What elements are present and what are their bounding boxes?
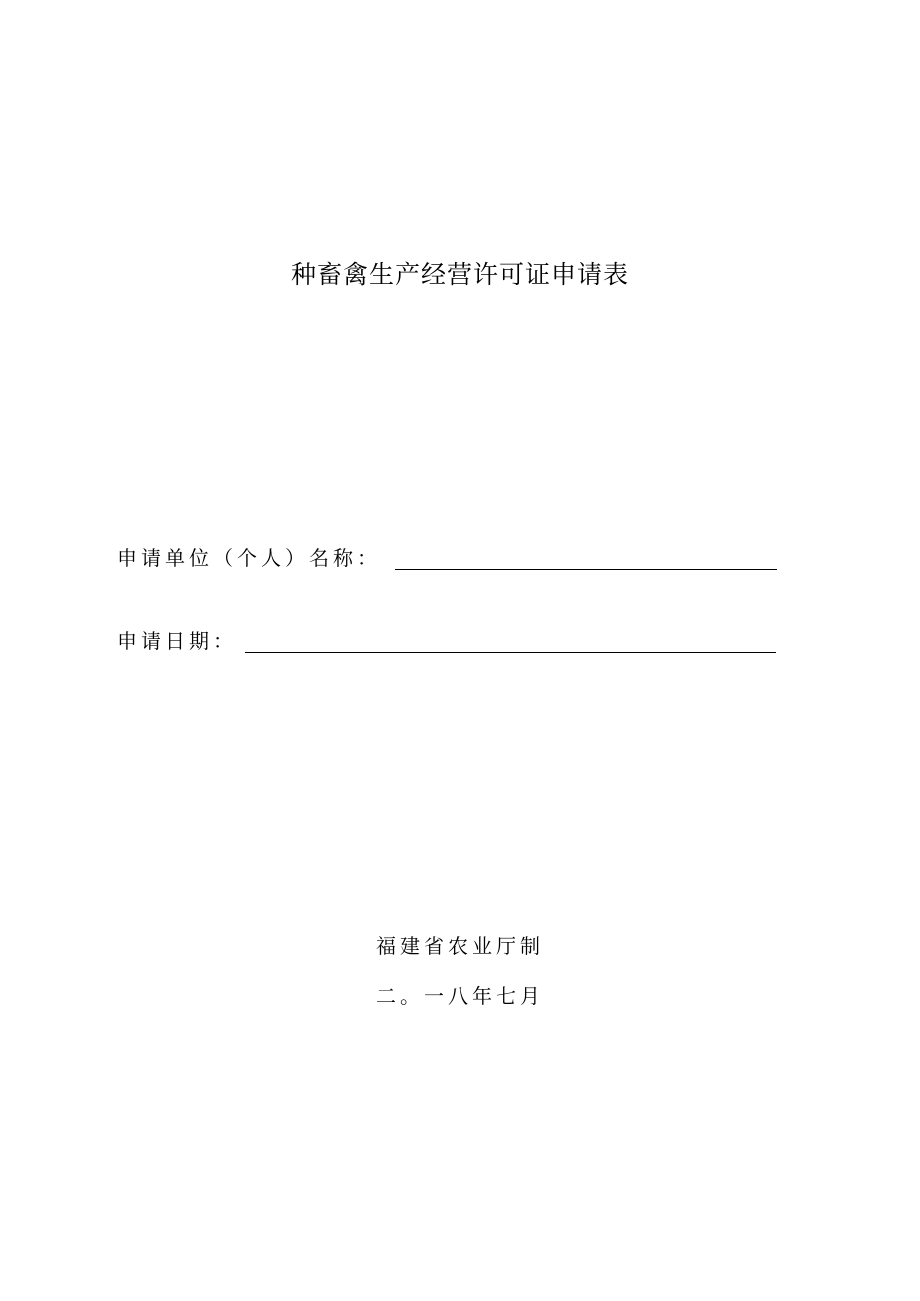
applicant-name-label: 申请单位（个人）名称： <box>117 546 381 570</box>
application-date-field <box>117 627 776 655</box>
applicant-name-field <box>117 544 777 572</box>
issue-date: 二。一八年七月 <box>376 984 544 1008</box>
issuer: 福建省农业厅制 <box>376 934 544 958</box>
application-date-blank-line <box>245 628 776 653</box>
document-title: 种畜禽生产经营许可证申请表 <box>290 260 629 289</box>
application-date-label: 申请日期： <box>117 629 237 653</box>
applicant-name-blank-line <box>395 545 777 570</box>
